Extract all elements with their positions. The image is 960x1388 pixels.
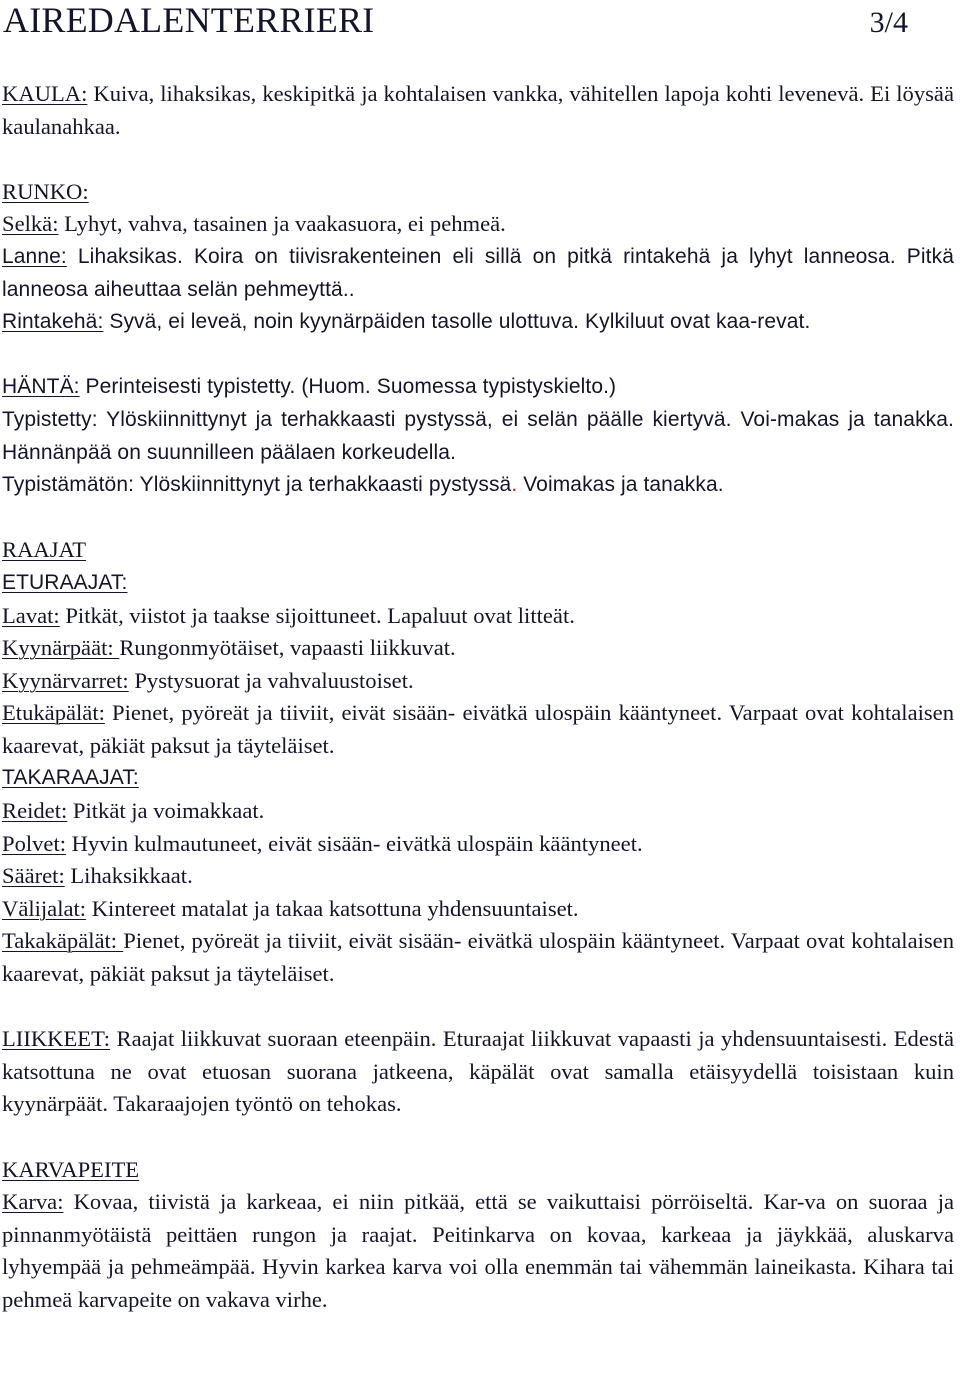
- section-kaula: [2, 78, 954, 143]
- typistamaton-text: Typistämätön: Ylöskiinnittynyt ja terhakkaasti pystyssä: [2, 473, 512, 497]
- liikkeet-paragraph: [2, 1023, 954, 1121]
- runko-heading: RUNKO:: [2, 178, 89, 204]
- karva-text: Kovaa, tiivistä ja karkeaa, ei niin pitkää, että se vaikuttaisi pörröiseltä. Kar-va on suoraa ja pinnanmyötäistä peittäen rungon ja raajat. Peitinkarva on kovaa, karkeaa ja jäykkää, aluskarva lyhyempää ja pehmeämpää. Hyvin karkea karva voi olla enemmän tai vähemmän laineikasta. Kihara tai pehmeä karvapeite on vakava virhe.: [2, 1189, 954, 1312]
- karva-paragraph: [2, 1186, 954, 1316]
- lanne-paragraph: [2, 241, 954, 306]
- section-liikkeet: [2, 1023, 954, 1121]
- kyynarpaat-label: Kyynärpäät:: [2, 635, 120, 661]
- rintakeha-label: Rintakehä:: [2, 310, 104, 334]
- kyynarvarret-text: Pystysuorat ja vahvaluustoiset.: [128, 667, 414, 693]
- section-karvapeite: [2, 1154, 954, 1317]
- saaret-paragraph: [2, 860, 954, 893]
- lanne-label: Lanne:: [2, 244, 67, 268]
- typistamaton-dot: .: [511, 473, 518, 497]
- takaraajat-heading: TAKARAAJAT:: [2, 766, 139, 790]
- lavat-text: Pitkät, viistot ja taakse sijoittuneet. Lapaluut ovat litteät.: [59, 602, 575, 628]
- karvapeite-heading: KARVAPEITE: [2, 1156, 140, 1182]
- hanta-text: Perinteisesti typistetty. (Huom. Suomessa typistyskielto.): [79, 375, 617, 399]
- valijalat-paragraph: [2, 893, 954, 926]
- section-runko: [2, 176, 954, 339]
- reidet-paragraph: [2, 795, 954, 828]
- takakapalat-paragraph: [2, 925, 954, 990]
- runko-heading-line: [2, 176, 954, 209]
- kaula-text: Kuiva, lihaksikas, keskipitkä ja kohtalaisen vankka, vähitellen lapoja kohti levenevä. Ei löysää kaulanahkaa.: [2, 81, 954, 139]
- karva-label: Karva:: [2, 1189, 64, 1215]
- saaret-text: Lihaksikkaat.: [64, 863, 193, 889]
- header: [2, 0, 954, 48]
- saaret-label: Sääret:: [2, 863, 65, 889]
- polvet-text: Hyvin kulmautuneet, eivät sisään- eivätkä ulospäin kääntyneet.: [66, 830, 643, 856]
- kaula-paragraph: [2, 78, 954, 143]
- section-hanta: [2, 371, 954, 501]
- lavat-paragraph: [2, 600, 954, 633]
- lavat-label: Lavat:: [2, 602, 60, 628]
- lanne-text: Lihaksikas. Koira on tiivisrakenteinen eli sillä on pitkä rintakehä ja lyhyt lanneosa. Pitkä lanneosa aiheuttaa selän pehmeyttä..: [2, 244, 954, 301]
- rintakeha-text: Syvä, ei leveä, noin kyynärpäiden tasolle ulottuva. Kylkiluut ovat kaa-revat.: [103, 310, 811, 334]
- eturaajat-heading: ETURAAJAT:: [2, 570, 128, 594]
- hanta-heading: HÄNTÄ:: [2, 375, 80, 399]
- rintakeha-paragraph: [2, 306, 954, 339]
- typistamaton-paragraph: [2, 469, 954, 502]
- raajat-heading-line: [2, 534, 954, 567]
- reidet-label: Reidet:: [2, 798, 68, 824]
- page-number: 3/4: [869, 6, 908, 39]
- liikkeet-heading: LIIKKEET:: [2, 1026, 111, 1052]
- raajat-heading: RAAJAT: [2, 537, 87, 563]
- karvapeite-heading-line: [2, 1154, 954, 1187]
- kyynarvarret-paragraph: [2, 665, 954, 698]
- hanta-paragraph: [2, 371, 954, 404]
- selka-text: Lyhyt, vahva, tasainen ja vaakasuora, ei pehmeä.: [58, 211, 506, 237]
- takakapalat-label: Takakäpälät:: [2, 928, 124, 954]
- typistetty-paragraph: Typistetty: Ylöskiinnittynyt ja terhakkaasti pystyssä, ei selän päälle kiertyvä. Voi-makas ja tanakka. Hännänpää on suunnilleen päälaen korkeudella.: [2, 407, 954, 464]
- kyynarpaat-text: Rungonmyötäiset, vapaasti liikkuvat.: [119, 635, 456, 661]
- selka-paragraph: [2, 208, 954, 241]
- valijalat-text: Kintereet matalat ja takaa katsottuna yhdensuuntaiset.: [86, 895, 579, 921]
- etukapalat-label: Etukäpälät:: [2, 700, 105, 726]
- typistamaton-end: Voimakas ja tanakka.: [517, 473, 724, 497]
- kyynarpaat-paragraph: [2, 632, 954, 665]
- kyynarvarret-label: Kyynärvarret:: [2, 667, 129, 693]
- liikkeet-text: Raajat liikkuvat suoraan eteenpäin. Eturaajat liikkuvat vapaasti ja yhdensuuntaisesti. Edestä katsottuna ne ovat etuosan suorana jatkeena, käpälät ovat samalla etäisyydellä toisistaan kuin kyynärpäät. Takaraajojen työntö on tehokas.: [2, 1026, 954, 1117]
- selka-label: Selkä:: [2, 211, 59, 237]
- etukapalat-paragraph: [2, 697, 954, 762]
- takaraajat-heading-line: [2, 762, 954, 795]
- reidet-text: Pitkät ja voimakkaat.: [67, 798, 265, 824]
- polvet-paragraph: [2, 828, 954, 861]
- kaula-heading: KAULA:: [2, 81, 88, 106]
- section-raajat: [2, 534, 954, 990]
- valijalat-label: Välijalat:: [2, 895, 87, 921]
- etukapalat-text: Pienet, pyöreät ja tiiviit, eivät sisään- eivätkä ulospäin kääntyneet. Varpaat ovat kohtalaisen kaarevat, päkiät paksut ja täyteläiset.: [2, 700, 954, 758]
- eturaajat-heading-line: [2, 567, 954, 600]
- takakapalat-text: Pienet, pyöreät ja tiiviit, eivät sisään- eivätkä ulospäin kääntyneet. Varpaat ovat kohtalaisen kaarevat, päkiät paksut ja täyteläiset.: [2, 928, 954, 987]
- polvet-label: Polvet:: [2, 830, 67, 856]
- page-title: AIREDALENTERRIERI: [3, 0, 375, 40]
